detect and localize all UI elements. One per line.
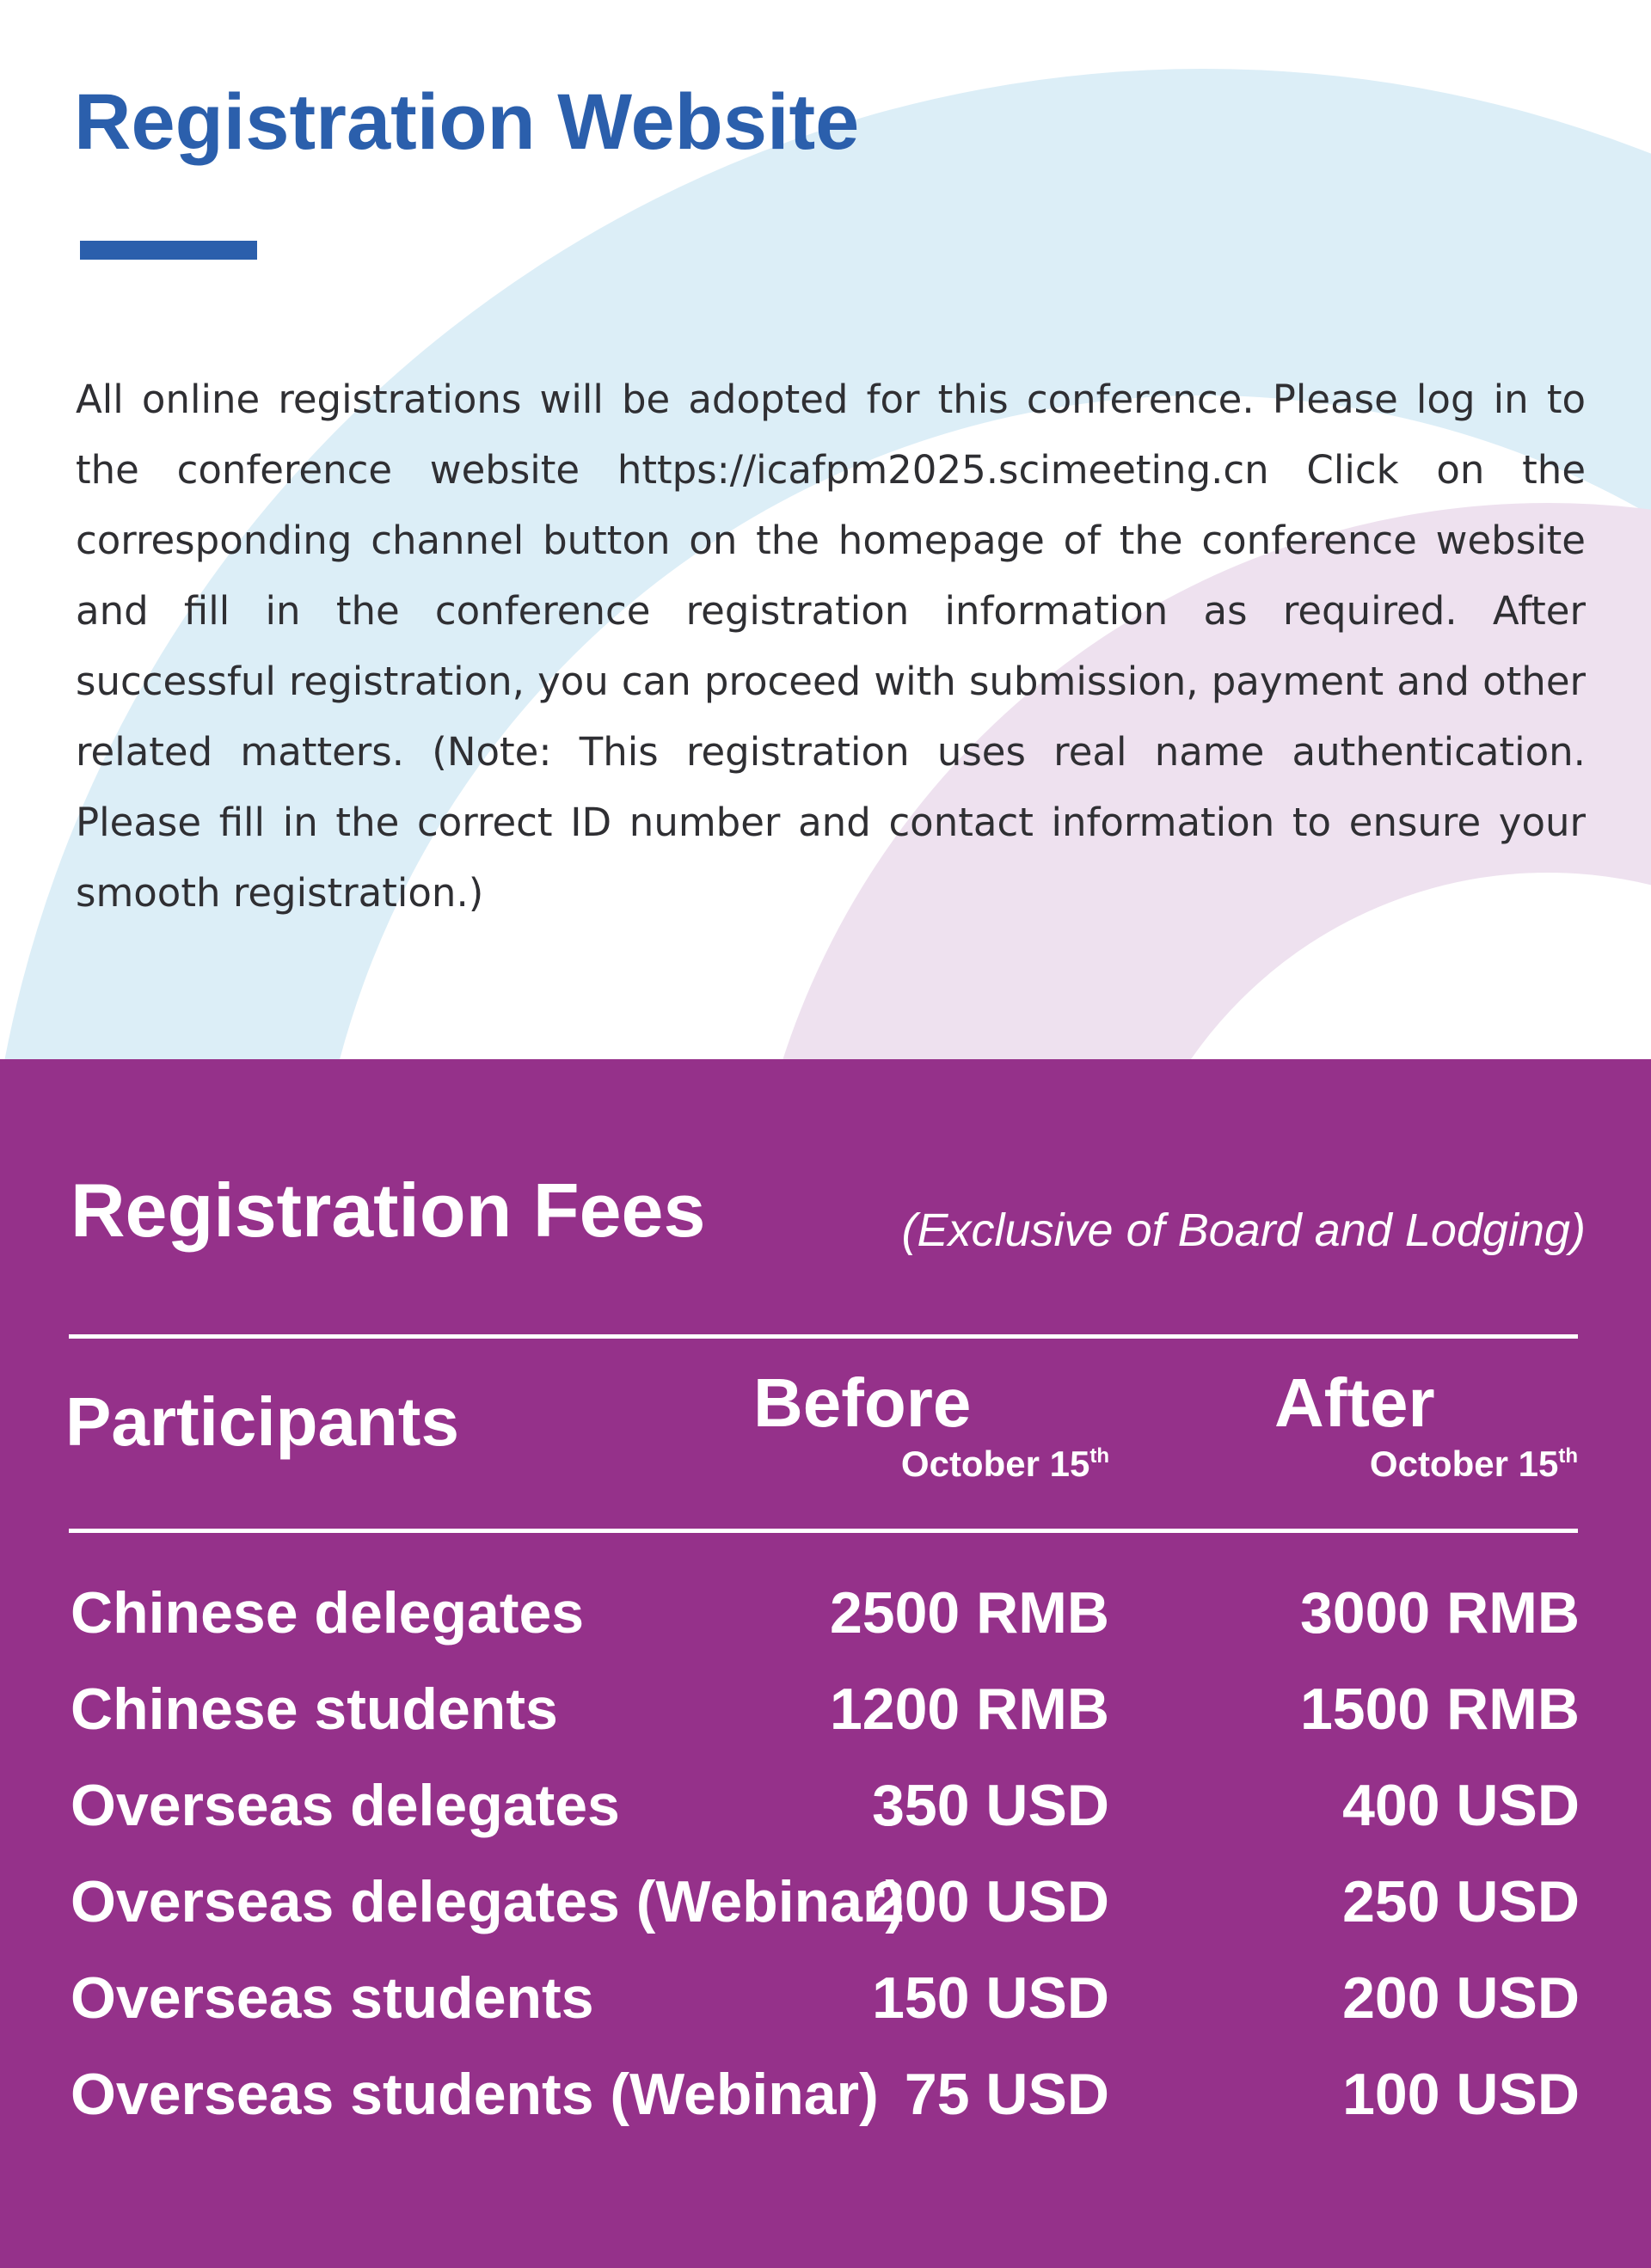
fee-after: 1500 RMB <box>1299 1676 1580 1742</box>
fees-table-body <box>71 1565 1580 2142</box>
fee-before: 350 USD <box>872 1773 1109 1838</box>
fee-before: 200 USD <box>872 1869 1109 1934</box>
after-label: After <box>1274 1364 1435 1441</box>
registration-instructions: All online registrations will be adopted for this conference. Please log in to the conference website https://icafpm2025.scimeeting.cn Click on the corresponding channel button on the homepage of the conference website and fill in the conference registration information as required. After successful registration, you can proceed with submission, payment and other related matters. (Note: This registration uses real name authentication. Please fill in the correct ID number and contact information to ensure your smooth registration.) <box>76 377 1586 916</box>
fee-row <box>71 2046 1580 2142</box>
participant-type: Overseas delegates (Webinar) <box>71 1869 905 1934</box>
fee-row <box>71 1950 1580 2046</box>
fee-row <box>71 1854 1580 1950</box>
after-date-text: October 15 <box>1369 1444 1559 1484</box>
after-column-header <box>1109 1364 1578 1506</box>
table-top-rule <box>69 1334 1578 1339</box>
before-date <box>901 1446 1109 1482</box>
fee-after: 250 USD <box>1342 1869 1580 1934</box>
fee-after: 200 USD <box>1342 1965 1580 2031</box>
fee-before: 1200 RMB <box>829 1676 1109 1742</box>
table-header-rule <box>69 1529 1578 1533</box>
fee-row <box>71 1565 1580 1661</box>
registration-fees-title: Registration Fees <box>71 1168 706 1253</box>
registration-website-title: Registration Website <box>74 78 860 166</box>
participant-type: Overseas delegates <box>71 1773 620 1838</box>
fee-before: 2500 RMB <box>829 1580 1109 1646</box>
fee-row <box>71 1661 1580 1757</box>
participant-type: Chinese students <box>71 1676 558 1742</box>
participant-type: Overseas students (Webinar) <box>71 2062 879 2127</box>
before-column-header <box>550 1364 1109 1506</box>
fee-before: 75 USD <box>904 2062 1109 2127</box>
fee-before: 150 USD <box>872 1965 1109 2031</box>
before-label: Before <box>753 1364 972 1441</box>
before-date-text: October 15 <box>900 1444 1090 1484</box>
participant-type: Overseas students <box>71 1965 594 2031</box>
registration-website-section <box>0 0 1651 1059</box>
fee-after: 100 USD <box>1342 2062 1580 2127</box>
fees-exclusion-note: (Exclusive of Board and Lodging) <box>901 1204 1586 1256</box>
title-underline <box>80 241 257 260</box>
fee-after: 400 USD <box>1342 1773 1580 1838</box>
fee-after: 3000 RMB <box>1299 1580 1580 1646</box>
fee-row <box>71 1757 1580 1854</box>
after-date-suffix: th <box>1558 1444 1578 1468</box>
registration-fees-section <box>0 1059 1651 2268</box>
before-date-suffix: th <box>1089 1444 1109 1468</box>
participant-type: Chinese delegates <box>71 1580 585 1646</box>
after-date <box>1370 1446 1578 1482</box>
participants-column-header: Participants <box>65 1383 459 1460</box>
